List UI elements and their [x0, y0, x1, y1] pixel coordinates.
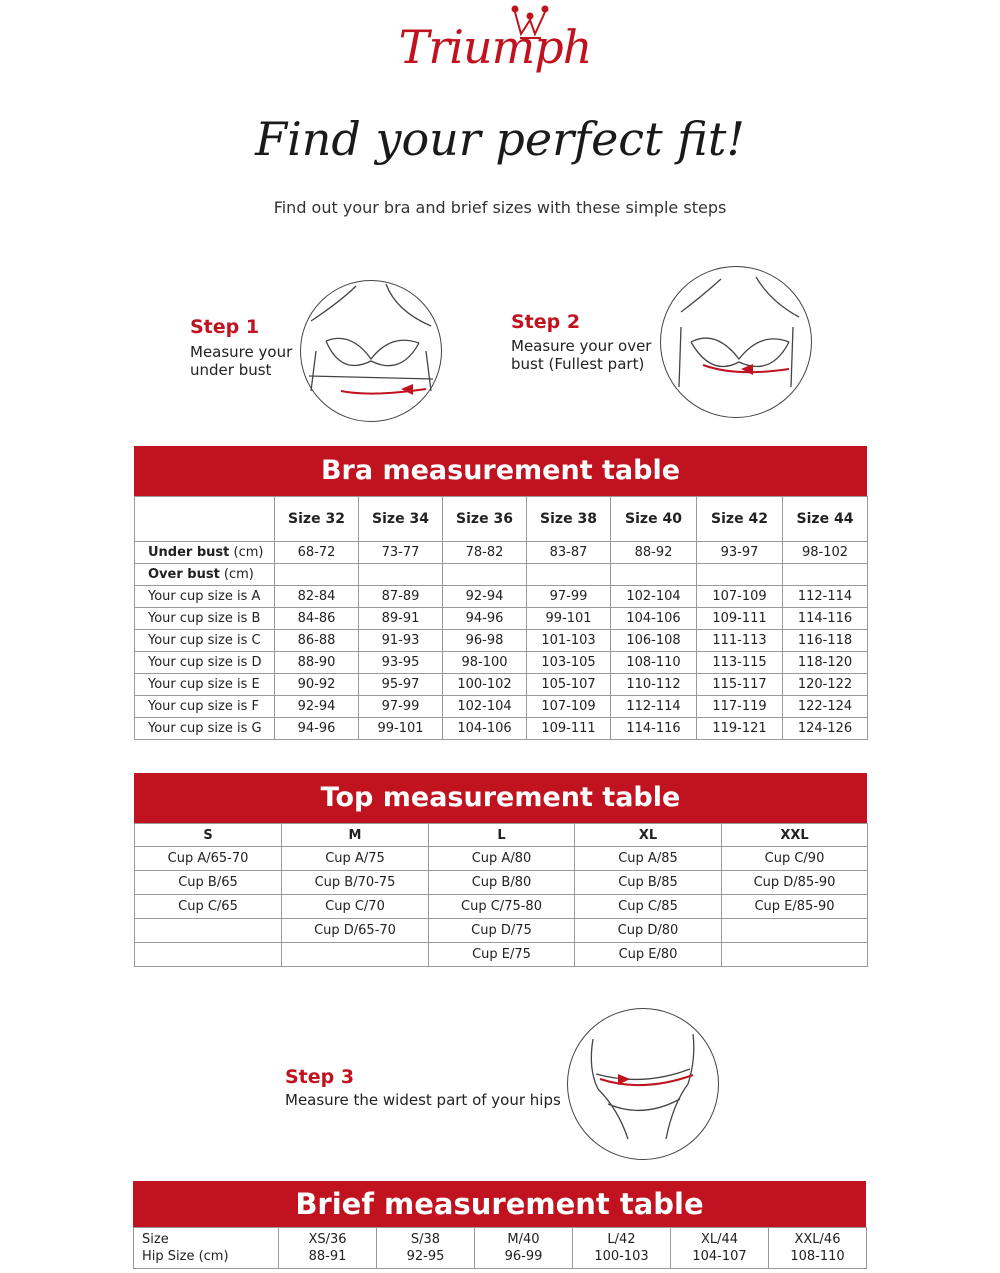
table-cell: Cup C/75-80	[429, 895, 575, 919]
table-cell: 99-101	[359, 718, 443, 740]
table-cell: 97-99	[359, 696, 443, 718]
step-1-line-2: under bust	[190, 361, 272, 379]
step-1-line-1: Measure your	[190, 343, 293, 361]
table-cell: 83-87	[527, 542, 611, 564]
bra-measurement-table	[134, 496, 868, 740]
table-row	[135, 542, 868, 564]
table-cell: 103-105	[527, 652, 611, 674]
table-cell: 113-115	[697, 652, 783, 674]
table-cell: 100-102	[443, 674, 527, 696]
bra-overbust-illustration	[660, 266, 812, 418]
brief-table-title: Brief measurement table	[133, 1181, 866, 1227]
table-cell: 94-96	[443, 608, 527, 630]
hip-value: 104-107	[692, 1249, 747, 1264]
table-cell	[279, 1228, 377, 1269]
table-cell	[282, 943, 429, 967]
table-cell: 109-111	[697, 608, 783, 630]
bra-underbust-drawing	[301, 281, 441, 421]
hip-size-label: Hip Size (cm)	[142, 1249, 229, 1264]
table-row	[135, 564, 868, 586]
table-cell: 104-106	[443, 718, 527, 740]
table-cell	[135, 943, 282, 967]
table-cell: 102-104	[443, 696, 527, 718]
table-cell: 92-94	[275, 696, 359, 718]
table-cell	[769, 1228, 867, 1269]
size-value: M/40	[507, 1232, 540, 1247]
table-header-cell: XL	[575, 824, 722, 847]
step-1-text	[190, 343, 292, 379]
row-label	[135, 718, 275, 740]
table-header-cell: Size 36	[443, 497, 527, 542]
brief-hip-illustration	[567, 1008, 719, 1160]
table-cell: 101-103	[527, 630, 611, 652]
table-row	[135, 718, 868, 740]
table-cell: 124-126	[783, 718, 868, 740]
table-header-cell	[135, 497, 275, 542]
bra-underbust-illustration	[300, 280, 442, 422]
hip-value: 100-103	[594, 1249, 649, 1264]
table-cell	[443, 564, 527, 586]
hip-value: 88-91	[308, 1249, 347, 1264]
table-cell: 117-119	[697, 696, 783, 718]
step-2-title: Step 2	[511, 311, 581, 333]
table-cell	[527, 564, 611, 586]
page-title: Find your perfect fit!	[255, 112, 745, 166]
table-cell: Cup C/70	[282, 895, 429, 919]
table-cell: Cup B/80	[429, 871, 575, 895]
table-cell	[783, 564, 868, 586]
step-2-line-1: Measure your over	[511, 337, 652, 355]
table-cell: 73-77	[359, 542, 443, 564]
table-cell	[475, 1228, 573, 1269]
table-cell: 94-96	[275, 718, 359, 740]
table-row	[135, 652, 868, 674]
table-cell: Cup D/75	[429, 919, 575, 943]
row-label	[135, 542, 275, 564]
row-label-text: Under bust	[148, 545, 230, 560]
row-label-unit: (cm)	[229, 545, 264, 560]
table-cell: Cup B/70-75	[282, 871, 429, 895]
bra-table-title: Bra measurement table	[134, 446, 867, 496]
brief-hip-drawing	[568, 1009, 718, 1159]
table-row	[135, 943, 868, 967]
size-value: L/42	[607, 1232, 636, 1247]
table-cell	[377, 1228, 475, 1269]
table-cell: 114-116	[783, 608, 868, 630]
table-cell: Cup A/85	[575, 847, 722, 871]
brand-logo	[0, 0, 1000, 110]
table-row	[135, 586, 868, 608]
brief-measurement-table	[133, 1227, 867, 1269]
table-cell: 88-90	[275, 652, 359, 674]
step-1-title: Step 1	[190, 316, 260, 338]
page-subtitle: Find out your bra and brief sizes with these simple steps	[273, 198, 727, 217]
table-cell: Cup E/75	[429, 943, 575, 967]
table-cell: 92-94	[443, 586, 527, 608]
table-cell: Cup E/85-90	[722, 895, 868, 919]
table-cell	[275, 564, 359, 586]
table-cell: Cup E/80	[575, 943, 722, 967]
table-cell: 106-108	[611, 630, 697, 652]
table-cell: 119-121	[697, 718, 783, 740]
table-header-cell: Size 42	[697, 497, 783, 542]
table-row	[135, 608, 868, 630]
table-cell: 78-82	[443, 542, 527, 564]
table-cell: 98-102	[783, 542, 868, 564]
table-row	[135, 630, 868, 652]
table-cell: 93-97	[697, 542, 783, 564]
table-header-row	[135, 497, 868, 542]
table-cell: 118-120	[783, 652, 868, 674]
table-cell: 114-116	[611, 718, 697, 740]
table-cell: 115-117	[697, 674, 783, 696]
table-cell: 86-88	[275, 630, 359, 652]
table-cell: 84-86	[275, 608, 359, 630]
table-cell	[722, 943, 868, 967]
bra-overbust-drawing	[661, 267, 811, 417]
table-cell: Cup A/75	[282, 847, 429, 871]
table-row	[135, 674, 868, 696]
table-header-cell: Size 38	[527, 497, 611, 542]
table-cell: Cup C/85	[575, 895, 722, 919]
row-label-text: Your cup size is C	[148, 633, 261, 648]
table-cell: 88-92	[611, 542, 697, 564]
size-value: XS/36	[308, 1232, 347, 1247]
row-label-text: Your cup size is A	[148, 589, 261, 604]
table-cell: 99-101	[527, 608, 611, 630]
table-header-cell: Size 40	[611, 497, 697, 542]
table-header-cell: L	[429, 824, 575, 847]
step-2-text	[511, 337, 651, 373]
size-value: S/38	[410, 1232, 441, 1247]
table-cell: 95-97	[359, 674, 443, 696]
table-cell: 68-72	[275, 542, 359, 564]
table-cell: 107-109	[697, 586, 783, 608]
table-cell: Cup C/65	[135, 895, 282, 919]
table-cell: Cup A/80	[429, 847, 575, 871]
table-cell: Cup C/90	[722, 847, 868, 871]
row-label	[135, 674, 275, 696]
table-header-cell: Size 44	[783, 497, 868, 542]
table-cell: 91-93	[359, 630, 443, 652]
table-header-cell: M	[282, 824, 429, 847]
table-cell	[611, 564, 697, 586]
table-cell: Cup A/65-70	[135, 847, 282, 871]
row-label	[135, 630, 275, 652]
table-cell: 116-118	[783, 630, 868, 652]
table-row	[134, 1228, 867, 1269]
size-label: Size	[142, 1232, 169, 1247]
step-2-line-2: bust (Fullest part)	[511, 355, 645, 373]
row-label	[135, 586, 275, 608]
table-header-cell: XXL	[722, 824, 868, 847]
table-cell: 90-92	[275, 674, 359, 696]
table-cell	[135, 919, 282, 943]
step-3-text: Measure the widest part of your hips	[285, 1091, 561, 1109]
table-cell: 102-104	[611, 586, 697, 608]
table-cell: 112-114	[783, 586, 868, 608]
table-cell	[697, 564, 783, 586]
table-cell: 93-95	[359, 652, 443, 674]
hip-value: 96-99	[504, 1249, 543, 1264]
table-cell: Cup D/85-90	[722, 871, 868, 895]
table-cell: 89-91	[359, 608, 443, 630]
table-header-cell: Size 34	[359, 497, 443, 542]
table-cell: 108-110	[611, 652, 697, 674]
table-cell: 111-113	[697, 630, 783, 652]
row-label	[135, 652, 275, 674]
table-cell	[573, 1228, 671, 1269]
table-cell: 104-106	[611, 608, 697, 630]
table-cell: Cup D/80	[575, 919, 722, 943]
top-table-title: Top measurement table	[134, 773, 867, 823]
table-cell: 107-109	[527, 696, 611, 718]
row-label	[135, 696, 275, 718]
table-row	[135, 871, 868, 895]
brand-name: Triumph	[398, 20, 592, 74]
table-cell: 112-114	[611, 696, 697, 718]
hip-value: 108-110	[790, 1249, 845, 1264]
table-cell	[671, 1228, 769, 1269]
top-measurement-table	[134, 823, 868, 967]
row-label	[135, 564, 275, 586]
table-header-row	[135, 824, 868, 847]
row-label-text: Your cup size is G	[148, 721, 262, 736]
table-row	[135, 696, 868, 718]
table-cell	[722, 919, 868, 943]
table-header-cell: S	[135, 824, 282, 847]
table-cell: Cup D/65-70	[282, 919, 429, 943]
row-label-text: Over bust	[148, 567, 220, 582]
table-cell: 120-122	[783, 674, 868, 696]
table-cell: Cup B/65	[135, 871, 282, 895]
table-cell: 105-107	[527, 674, 611, 696]
table-cell: Cup B/85	[575, 871, 722, 895]
table-cell: 97-99	[527, 586, 611, 608]
table-cell: 110-112	[611, 674, 697, 696]
row-label-text: Your cup size is D	[148, 655, 262, 670]
step-3-title: Step 3	[285, 1066, 355, 1088]
row-label	[134, 1228, 279, 1269]
row-label-text: Your cup size is B	[148, 611, 261, 626]
hip-value: 92-95	[406, 1249, 445, 1264]
table-cell: 109-111	[527, 718, 611, 740]
row-label-text: Your cup size is F	[148, 699, 259, 714]
row-label	[135, 608, 275, 630]
table-cell: 122-124	[783, 696, 868, 718]
table-cell: 98-100	[443, 652, 527, 674]
table-cell	[359, 564, 443, 586]
table-cell: 87-89	[359, 586, 443, 608]
table-row	[135, 895, 868, 919]
table-cell: 82-84	[275, 586, 359, 608]
table-header-cell: Size 32	[275, 497, 359, 542]
table-cell: 96-98	[443, 630, 527, 652]
size-value: XXL/46	[794, 1232, 841, 1247]
size-value: XL/44	[700, 1232, 739, 1247]
table-row	[135, 919, 868, 943]
row-label-unit: (cm)	[219, 567, 254, 582]
row-label-text: Your cup size is E	[148, 677, 260, 692]
table-row	[135, 847, 868, 871]
